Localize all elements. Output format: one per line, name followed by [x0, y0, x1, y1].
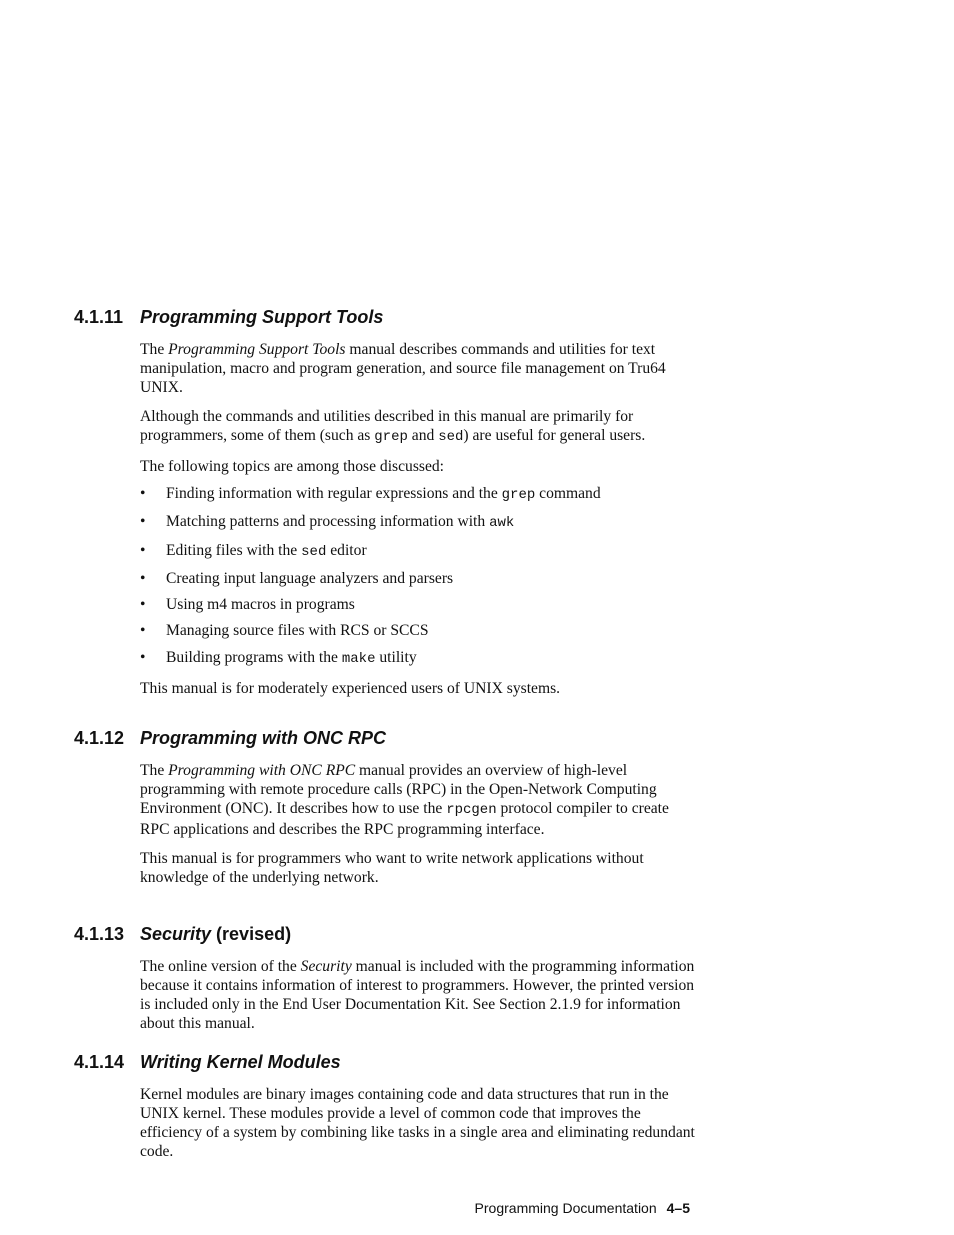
paragraph: The following topics are among those discussed:: [140, 458, 445, 475]
text-run: ) are useful for general users.: [463, 427, 646, 444]
text-run: manual provides an overview of high-level programming with remote procedure calls (RPC) in the Open-Network Computing Environment (ONC). It describes how to use the: [140, 762, 657, 817]
list-item: [140, 648, 696, 669]
section-title: Programming Support Tools: [140, 307, 384, 327]
paragraph: Kernel modules are binary images containing code and data structures that run in the UNIX kernel. These modules provide a level of common code that improves the efficiency of a system by combining like tasks in a single area and eliminating redundant code.: [140, 1086, 695, 1160]
list-item: [140, 541, 696, 562]
section-4-1-13: [74, 923, 694, 1043]
text-run: Managing source files with RCS or SCCS: [166, 622, 429, 640]
text-run: protocol compiler to create RPC applications and describes the RPC programming interface.: [140, 800, 669, 838]
section-title-rest: (revised): [211, 924, 292, 944]
section-body: [140, 761, 696, 887]
text-run: Finding information with regular expressions and the: [166, 485, 502, 502]
section-title: Programming with ONC RPC: [140, 728, 387, 748]
section-number: 4.1.12: [74, 728, 125, 748]
section-heading: [74, 1051, 694, 1073]
text-run: The online version of the: [140, 958, 301, 975]
code-term: rpcgen: [446, 802, 497, 818]
paragraph: [140, 957, 696, 1033]
page-footer: [475, 1199, 690, 1217]
text-run: Editing files with the: [166, 541, 302, 559]
text-run: Matching patterns and processing information with: [166, 513, 490, 531]
manual-title: Security: [300, 958, 352, 975]
code-term: awk: [489, 515, 515, 532]
paragraph: This manual is for moderately experienced users of UNIX systems.: [140, 679, 561, 697]
text-run: editor: [326, 541, 367, 559]
paragraph: [140, 407, 696, 447]
section-number: 4.1.13: [74, 924, 125, 944]
bullet-icon: •: [140, 541, 146, 559]
section-title: [140, 923, 291, 945]
code-term: sed: [301, 543, 327, 560]
list-item: [140, 484, 696, 505]
list-item: [140, 512, 696, 533]
topic-list: [140, 484, 696, 669]
code-term: grep: [501, 487, 536, 503]
manual-title: Programming Support Tools: [168, 341, 346, 358]
bullet-icon: •: [140, 622, 146, 640]
bullet-icon: •: [140, 596, 146, 614]
text-run: and: [407, 427, 439, 444]
page-number: 4–5: [666, 1200, 690, 1216]
section-number: 4.1.14: [74, 1052, 125, 1072]
section-4-1-14: [74, 1051, 694, 1171]
section-4-1-12: [74, 727, 694, 897]
section-number: 4.1.11: [74, 307, 124, 327]
list-item: [140, 595, 696, 614]
text-run: Creating input language analyzers and parsers: [166, 569, 454, 587]
section-heading: [74, 923, 694, 945]
text-run: utility: [375, 648, 417, 666]
text-run: Although the commands and utilities described in this manual are primarily for programmers, some of them (such as: [140, 408, 634, 444]
text-run: The: [140, 762, 169, 779]
text-run: Using m4 macros in programs: [166, 596, 355, 614]
text-run: manual describes commands and utilities for text manipulation, macro and program generation, and source file management on Tru64 UNIX.: [140, 341, 666, 396]
section-heading: [74, 306, 694, 328]
code-term: make: [341, 650, 376, 667]
section-body: [140, 340, 696, 698]
bullet-icon: •: [140, 648, 146, 666]
code-term: grep: [374, 429, 408, 445]
footer-title: Programming Documentation: [474, 1200, 657, 1216]
text-run: manual is included with the programming information because it contains information of interest to programmers. However, the printed version is included only in the End User Documentation Kit. See Section 2.1.9 for information about this manual.: [140, 958, 695, 1032]
paragraph: [140, 340, 696, 397]
text-run: Building programs with the: [166, 648, 342, 666]
section-title-italic: Security: [140, 924, 212, 944]
list-item: [140, 621, 696, 640]
bullet-icon: •: [140, 513, 146, 531]
section-body: [140, 957, 696, 1033]
list-item: [140, 569, 696, 588]
paragraph: [140, 761, 696, 839]
section-body: [140, 1085, 696, 1161]
section-title: Writing Kernel Modules: [140, 1052, 341, 1072]
code-term: sed: [438, 429, 464, 445]
section-4-1-11: [74, 306, 694, 708]
bullet-icon: •: [140, 485, 146, 502]
manual-title: Programming with ONC RPC: [168, 762, 356, 779]
text-run: command: [535, 485, 601, 502]
section-heading: [74, 727, 694, 749]
bullet-icon: •: [140, 569, 146, 587]
paragraph: This manual is for programmers who want to write network applications without knowledge of the underlying network.: [140, 850, 644, 886]
text-run: The: [140, 341, 169, 358]
